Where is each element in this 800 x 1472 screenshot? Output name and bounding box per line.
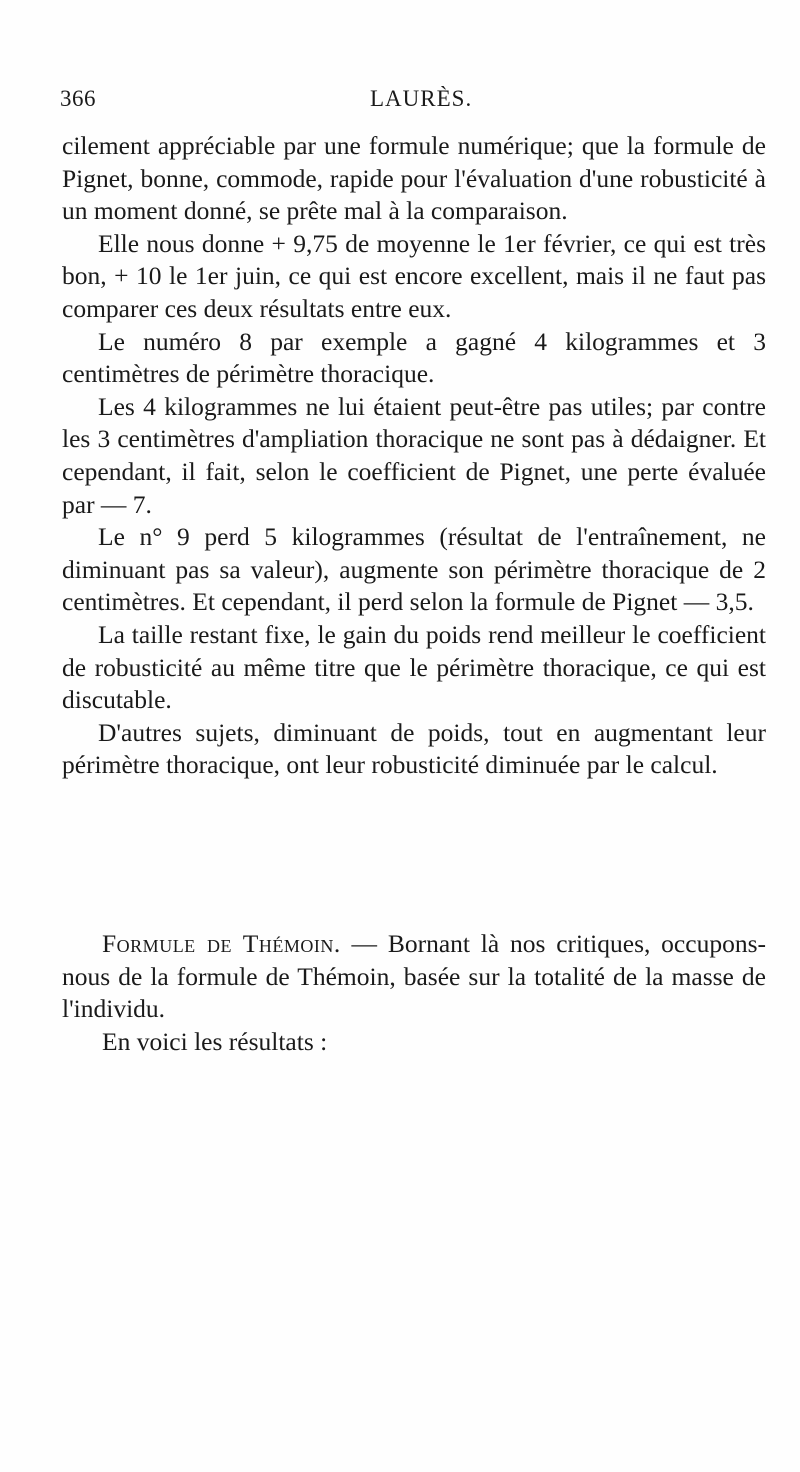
section-heading: Formule de Thémoin. [102, 929, 341, 958]
results-line: En voici les résultats : [102, 1026, 328, 1056]
paragraph-2: Elle nous donne + 9,75 de moyenne le 1er février, ce qui est très bon, + 10 le 1er juin, ce qui est encore excellent, mais il ne faut pas comparer ces deux résultats entre eux. [62, 228, 766, 323]
paragraph-7: D'autres sujets, diminuant de poids, tout en augmentant leur périmètre thoracique, ont leur robusticité diminuée par le calcul. [62, 717, 766, 780]
paragraph-1: cilement appréciable par une formule numérique; que la formule de Pignet, bonne, commode, rapide pour l'évaluation d'une robusticité à un moment donné, se prête mal à la comparaison. [62, 131, 766, 226]
section-intro-paragraph [62, 928, 766, 1026]
page-header [60, 86, 765, 120]
paragraph-6: La taille restant fixe, le gain du poids rend meilleur le coefficient de robusticité au même titre que le périmètre thoracique, ce qui est discutable. [62, 619, 766, 715]
paragraph-5: Le n° 9 perd 5 kilogrammes (résultat de l'entraînement, ne diminuant pas sa valeur), augmente son périmètre thoracique de 2 centimètres. Et cependant, il perd selon la formule de Pignet — 3,5. [62, 522, 766, 617]
section-intro-text: Bornant là nos critiques, occupons-nous de la formule de Thémoin, basée sur la totalité de la masse de l'individu. [62, 929, 766, 1024]
paragraph-4: Les 4 kilogrammes ne lui étaient peut-être pas utiles; par contre les 3 centimètres d'ampliation thoracique ne sont pas à dédaigner. Et cependant, il fait, selon le coefficient de Pignet, une perte évaluée par — 7. [62, 391, 766, 519]
section-dash: — [340, 929, 388, 958]
page-number: 366 [60, 86, 96, 111]
paragraph-3: Le numéro 8 par exemple a gagné 4 kilogrammes et 3 centimètres de périmètre thoracique. [62, 326, 766, 389]
running-head: LAURÈS. [370, 86, 473, 111]
body-text [62, 130, 766, 782]
section-themoin [62, 928, 766, 1058]
